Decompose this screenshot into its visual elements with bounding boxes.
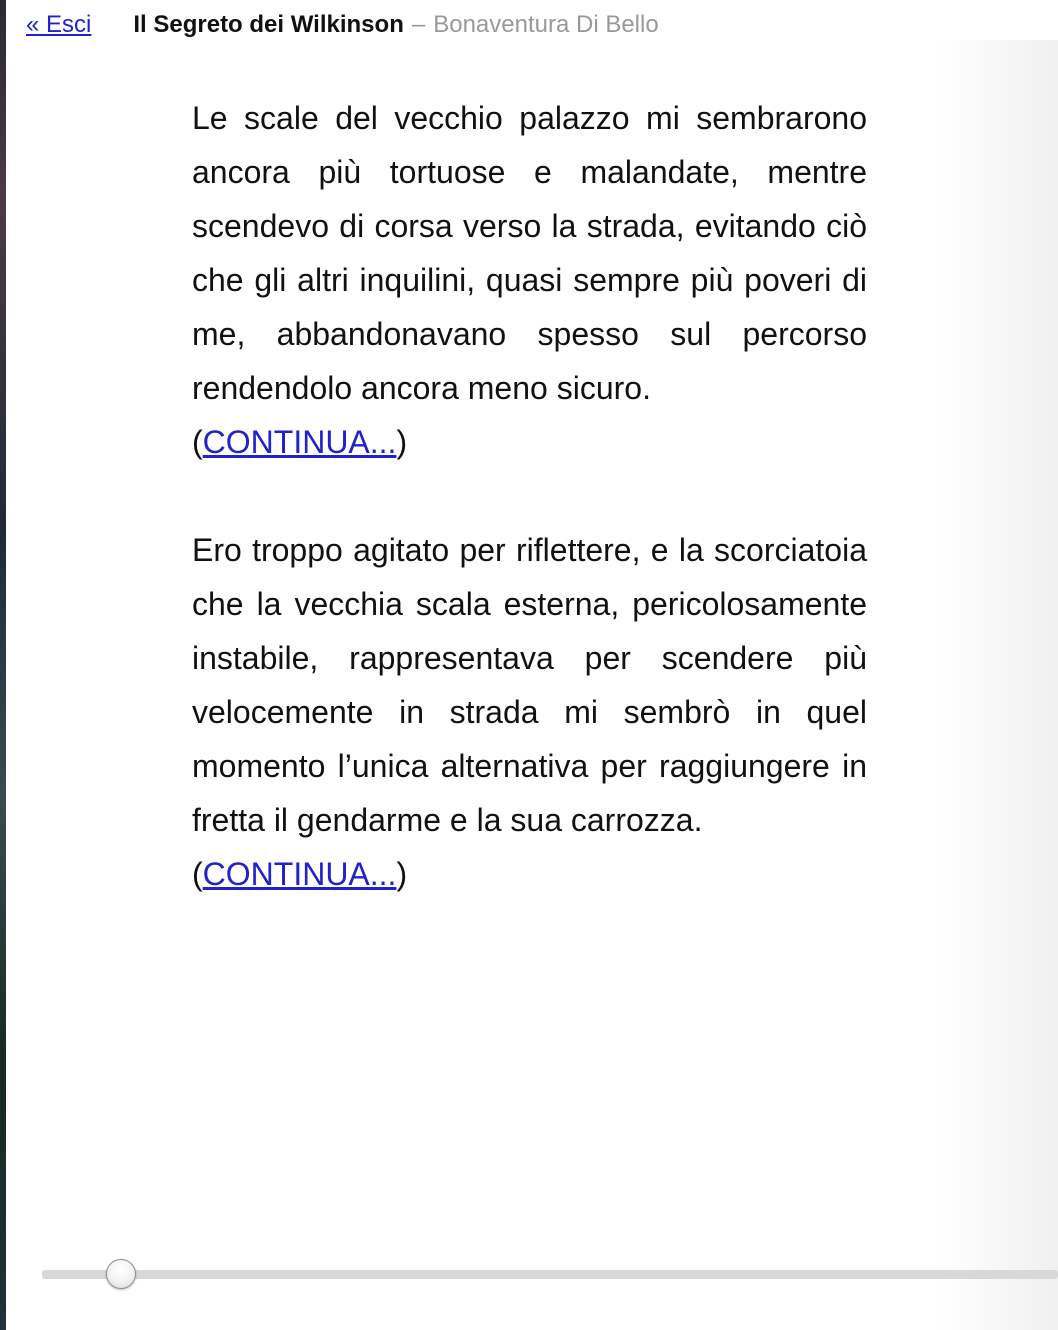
paragraph-text: Ero troppo agitato per riflettere, e la scorciatoia che la vecchia scala esterna, pericolosamente instabile, rappresentava per scendere più velocemente in strada mi sembrò in quel momento l’unica alternativa per raggiungere in fretta il gendarme e la sua carrozza. (192, 532, 867, 838)
close-paren: ) (396, 424, 408, 460)
reader-header (26, 8, 659, 42)
paragraph-text: Le scale del vecchio palazzo mi sembrarono ancora più tortuose e malandate, mentre scendevo di corsa verso la strada, evitando ciò che gli altri inquilini, quasi sempre più poveri di me, abbandonavano spesso sul percorso rendendolo ancora meno sicuro. (192, 100, 867, 406)
continue-link[interactable]: CONTINUA... (202, 856, 397, 892)
slider-thumb[interactable] (106, 1259, 136, 1289)
continue-link[interactable]: CONTINUA... (202, 424, 397, 460)
page-edge-shadow (938, 40, 1058, 1330)
title-separator: – (411, 11, 426, 38)
book-author: Bonaventura Di Bello (433, 11, 659, 38)
reader-content (192, 91, 867, 955)
open-paren: ( (192, 424, 203, 460)
book-title: Il Segreto dei Wilkinson (133, 11, 404, 38)
slider-track[interactable] (42, 1270, 1058, 1279)
reading-progress-slider[interactable] (42, 1268, 1058, 1280)
close-paren: ) (396, 856, 408, 892)
desktop-background-edge (0, 0, 6, 1330)
open-paren: ( (192, 856, 203, 892)
story-paragraph (192, 523, 867, 901)
story-paragraph (192, 91, 867, 469)
exit-link[interactable]: « Esci (26, 11, 92, 38)
